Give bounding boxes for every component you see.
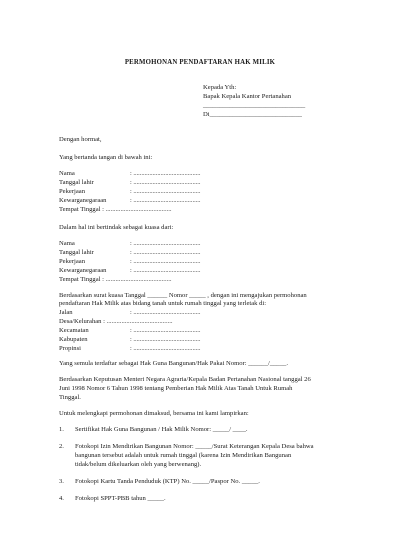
attachment-1-number: 1. xyxy=(59,426,64,433)
greeting: Dengan hormat, xyxy=(59,136,102,143)
proxy-citizenship-label: Kewarganegaraan xyxy=(59,267,107,274)
attachment-2-number: 2. xyxy=(59,443,64,450)
location-regency-label: Kabupaten xyxy=(59,336,88,343)
para-decree-line-1: Berdasarkan Keputusan Menteri Negara Agraria/Kepala Badan Pertanahan Nasional tanggal 26 xyxy=(59,376,311,383)
para-kuasa-line-1: Berdasarkan surat kuasa Tanggal ______ Nomor _____ , dengan ini mengajukan permohonan xyxy=(59,292,307,299)
signer-citizenship-dots: : .......................................... xyxy=(130,197,201,204)
proxy-birthdate-label: Tanggal lahir xyxy=(59,249,94,256)
attachment-4-number: 4. xyxy=(59,495,64,502)
location-regency-dots: : .......................................... xyxy=(130,336,201,343)
attachment-2-text-line-1: Fotokopi Izin Mendirikan Bangunan Nomor: _____/Surat Keterangan Kepala Desa bahwa xyxy=(75,443,314,450)
signer-name-dots: : .......................................... xyxy=(130,170,201,177)
attachment-1-text: Sertifikat Hak Guna Bangunan / Hak Milik Nomor: _____/ ____. xyxy=(75,426,248,433)
location-district-label: Kecamatan xyxy=(59,327,89,334)
signer-occupation-dots: : .......................................... xyxy=(130,188,201,195)
recipient-title: Bapak Kepala Kantor Pertanahan xyxy=(203,93,292,100)
recipient-salutation: Kepada Yth: xyxy=(203,84,237,91)
para-kuasa-line-2: pendaftaran Hak Milik atas bidang tanah untuk rumah tinggal yang terletak di: xyxy=(59,300,267,307)
attachment-4-text: Fotokopi SPPT-PBB tahun _____. xyxy=(75,495,166,502)
para-decree-line-2: Juni 1998 Nomor 6 Tahun 1998 tentang Pemberian Hak Milik Atas Tanah Untuk Rumah xyxy=(59,385,293,392)
signer-birthdate-label: Tanggal lahir xyxy=(59,179,94,186)
proxy-residence: Tempat Tinggal : ........................................ xyxy=(59,276,172,283)
attachment-3-number: 3. xyxy=(59,478,64,485)
signer-intro: Yang bertanda tangan di bawah ini: xyxy=(59,154,153,161)
para-attachments-intro: Untuk melengkapi permohonan dimaksud, bersama ini kami lampirkan: xyxy=(59,410,249,417)
signer-name-label: Nama xyxy=(59,170,75,177)
signer-citizenship-label: Kewarganegaraan xyxy=(59,197,107,204)
proxy-occupation-dots: : .......................................... xyxy=(130,258,201,265)
proxy-occupation-label: Pekerjaan xyxy=(59,258,85,265)
location-village: Desa/Kelurahan : ........................................ xyxy=(59,318,173,325)
proxy-citizenship-dots: : .......................................... xyxy=(130,267,201,274)
recipient-blank-line: _______________________________ xyxy=(203,102,306,109)
recipient-location-line: Di____________________________ xyxy=(203,111,302,118)
attachment-2-text-line-3: tidak/belum dikeluarkan oleh yang berwenang). xyxy=(75,461,202,468)
document-title: PERMOHONAN PENDAFTARAN HAK MILIK xyxy=(124,59,276,66)
para-decree-line-3: Tinggal. xyxy=(59,394,81,401)
location-province-dots: : .......................................... xyxy=(130,345,201,352)
signer-occupation-label: Pekerjaan xyxy=(59,188,85,195)
location-district-dots: : .......................................... xyxy=(130,327,201,334)
attachment-2-text-line-2: bangunan tersebut adalah untuk rumah tinggal (karena Izin Mendirikan Bangunan xyxy=(75,452,292,459)
attachment-3-text: Fotokopi Kartu Tanda Penduduk (KTP) No. _____/Paspor No. _____. xyxy=(75,478,260,485)
signer-birthdate-dots: : .......................................... xyxy=(130,179,201,186)
proxy-birthdate-dots: : .......................................... xyxy=(130,249,201,256)
location-street-label: Jalan xyxy=(59,309,73,316)
location-street-dots: : .......................................... xyxy=(130,309,201,316)
proxy-intro: Dalam hal ini bertindak sebagai kuasa dari: xyxy=(59,224,174,231)
location-province-label: Propinsi xyxy=(59,345,81,352)
proxy-name-label: Nama xyxy=(59,240,75,247)
signer-residence: Tempat Tinggal : ........................................ xyxy=(59,206,172,213)
proxy-name-dots: : .......................................... xyxy=(130,240,201,247)
para-registered: Yang semula terdaftar sebagai Hak Guna Bangunan/Hak Pakai Nomor: ______/_____. xyxy=(59,360,288,367)
